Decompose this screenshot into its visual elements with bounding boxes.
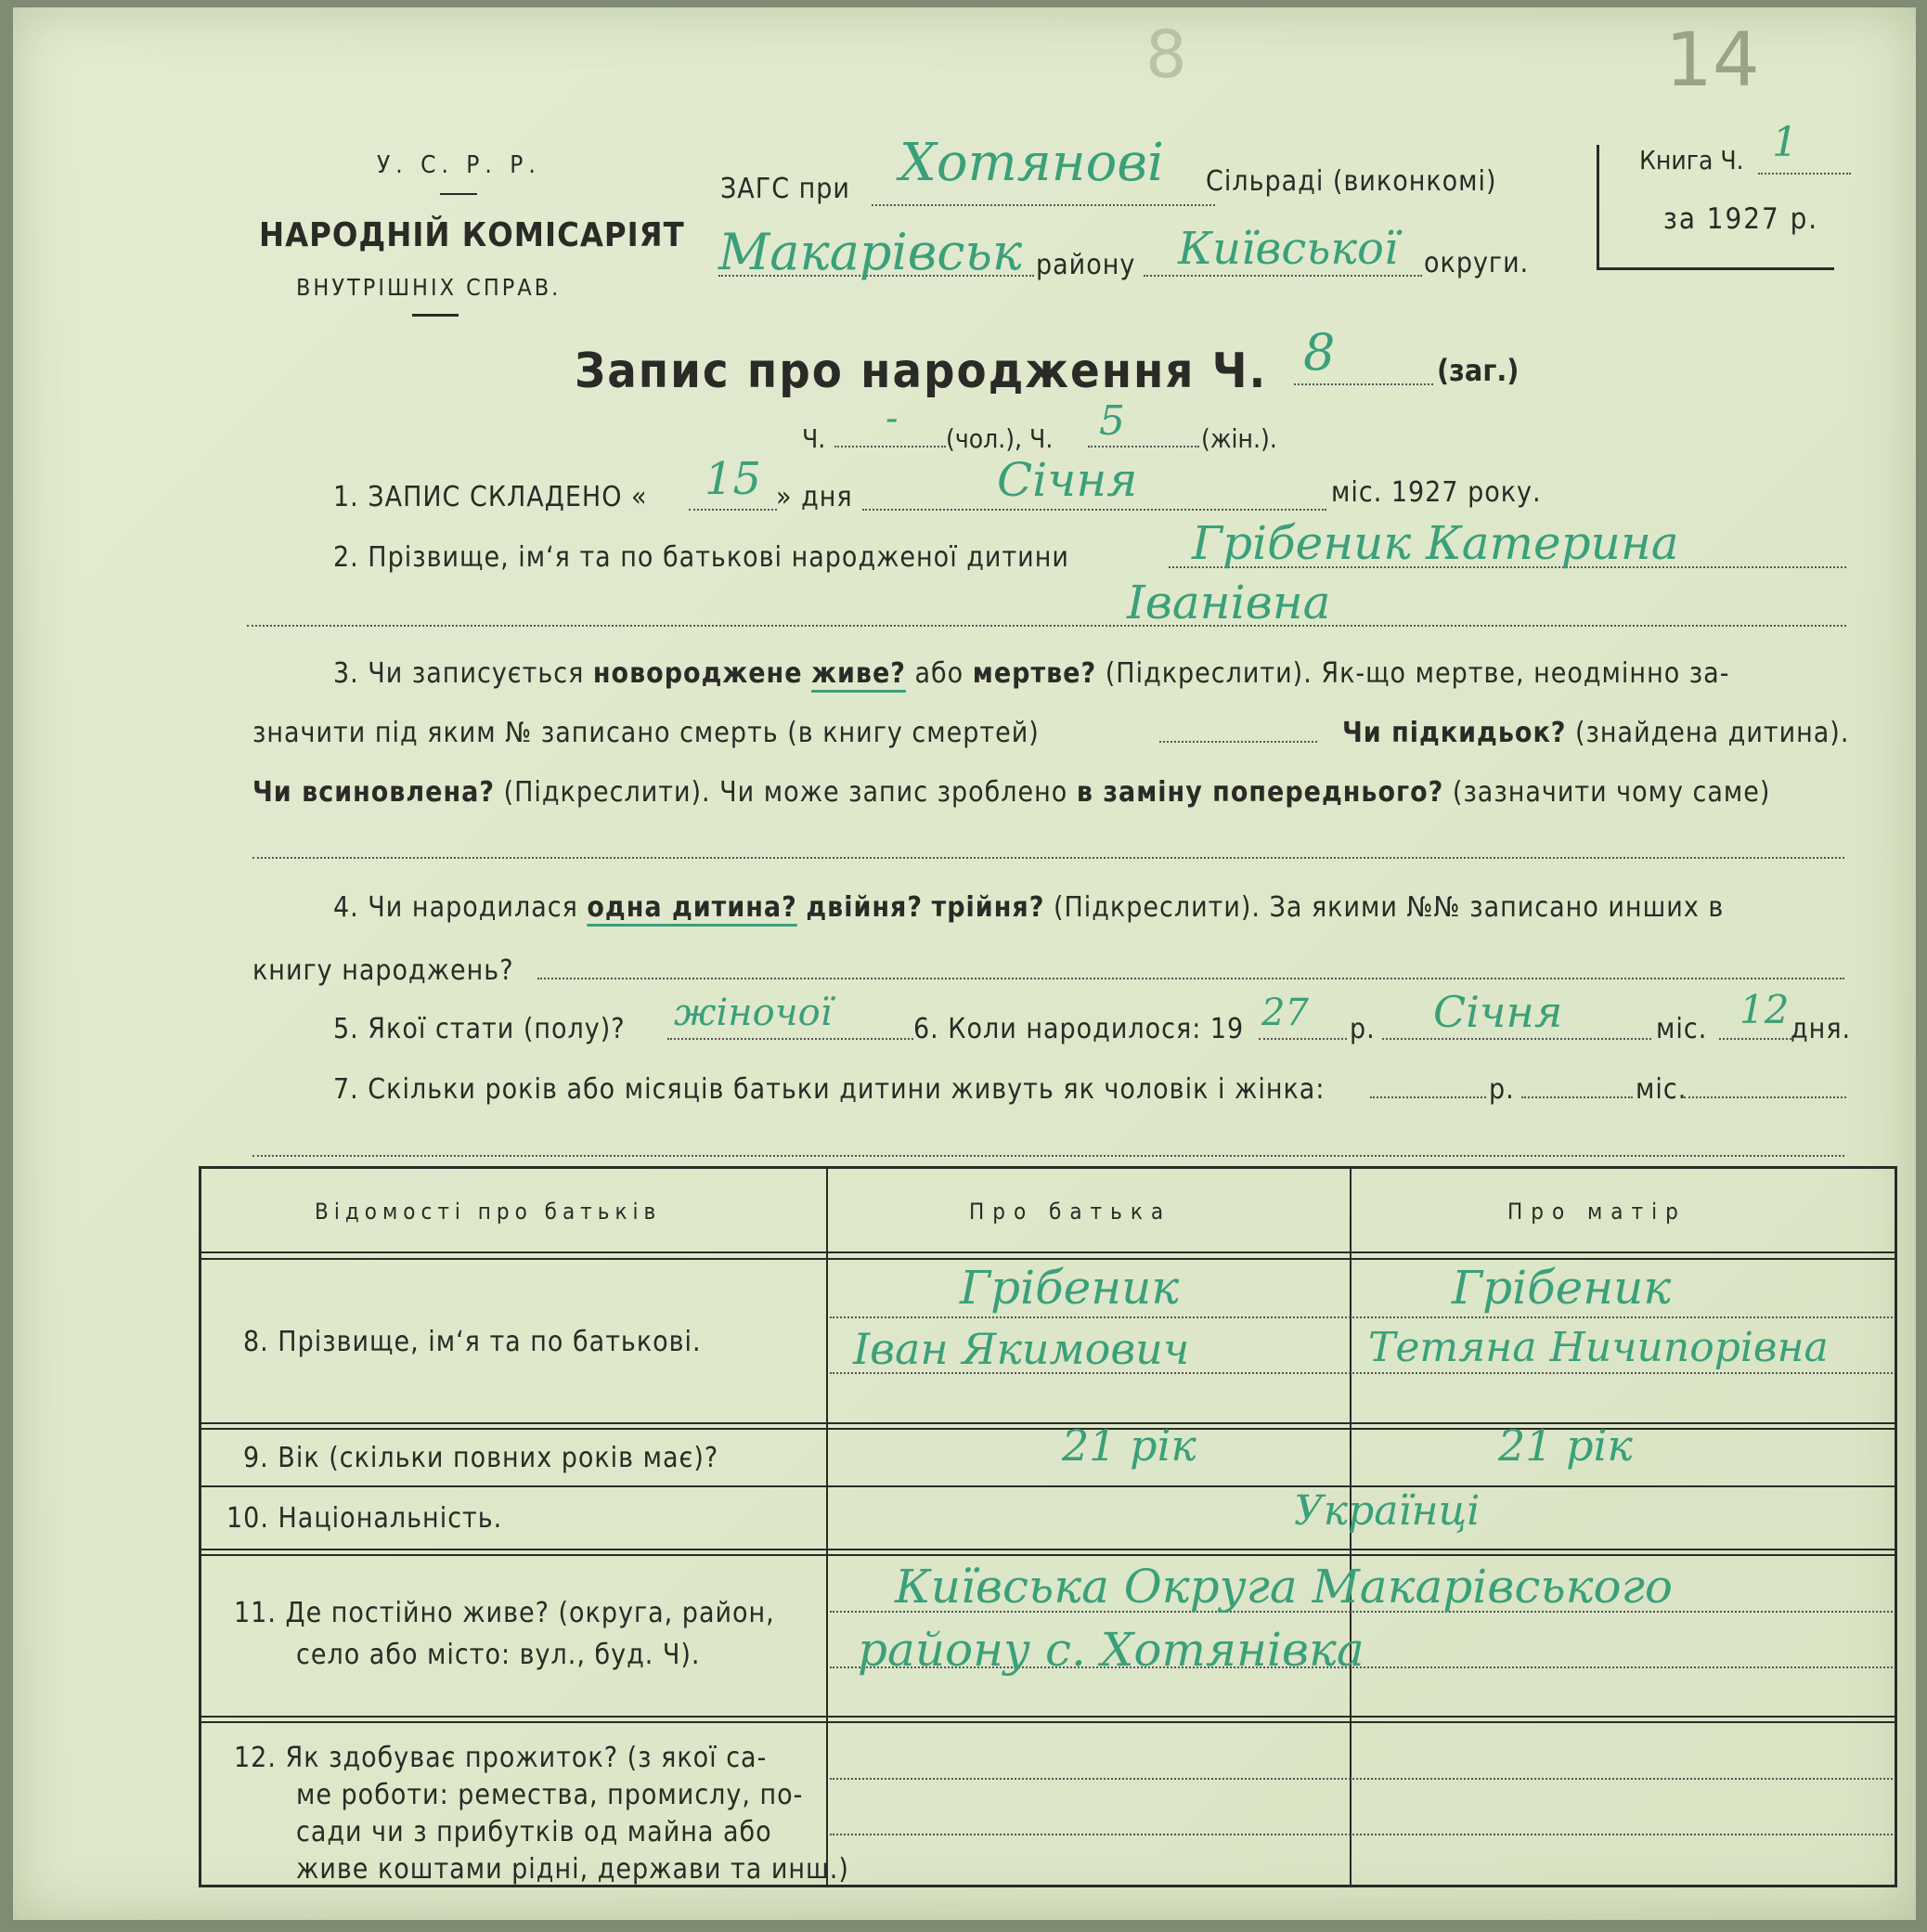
row-divider: [199, 1485, 1897, 1487]
sex-value[interactable]: жіночої: [674, 992, 833, 1034]
zags-suffix: Сільраді (виконкомі): [1206, 165, 1497, 198]
row9-label: 9. Вік (скільки повних років має)?: [243, 1442, 719, 1474]
divider: [440, 193, 477, 195]
divider: [412, 314, 459, 317]
item4-single-option[interactable]: одна дитина?: [587, 891, 797, 924]
row10-label: 10. Національність.: [226, 1502, 503, 1535]
republic-label: У. С. Р. Р.: [377, 151, 541, 179]
header-mother: Про матір: [1507, 1199, 1687, 1225]
item3-line2: [252, 717, 1040, 749]
birth-month-value[interactable]: Січня: [1433, 987, 1563, 1037]
row12-label-line4: живе коштами рідні, держави та инш.): [296, 1853, 849, 1886]
fill-line: [834, 446, 946, 447]
father-surname-value[interactable]: Грібеник: [960, 1261, 1180, 1315]
row11-label-line2: село або місто: вул., буд. Ч).: [296, 1639, 701, 1671]
okruha-label: округи.: [1424, 247, 1530, 279]
book-number-value[interactable]: 1: [1772, 119, 1798, 166]
fill-line: [830, 1316, 1893, 1318]
row11-label-line1: 11. Де постійно живе? (округа, район,: [234, 1597, 775, 1629]
item6-r: р.: [1350, 1013, 1376, 1045]
zags-prefix: ЗАГС при: [720, 173, 850, 205]
column-divider: [826, 1166, 828, 1887]
fill-line: [1370, 1096, 1486, 1098]
mother-surname-value[interactable]: Грібеник: [1452, 1261, 1672, 1315]
mother-name-value[interactable]: Тетяна Ничипорівна: [1368, 1324, 1829, 1371]
row-divider: [199, 1251, 1897, 1253]
fill-line: [1144, 275, 1422, 277]
item1-suffix: міс. 1927 року.: [1331, 476, 1542, 509]
row12-label-line3: сади чи з прибутків од майна або: [296, 1816, 772, 1848]
fill-line: [667, 1038, 913, 1040]
item3-f: (Підкреслити). Як-що мертве, неодмінно за-: [1105, 657, 1730, 690]
fill-line: [537, 978, 1844, 979]
child-name-value-line2[interactable]: Іванівна: [1127, 576, 1331, 629]
fill-line: [1159, 741, 1317, 743]
book-box-border: [1597, 145, 1599, 270]
title-suffix: (заг.): [1437, 353, 1520, 388]
child-name-value-line1[interactable]: Грібеник Катерина: [1192, 516, 1679, 570]
birth-year-value[interactable]: 27: [1261, 992, 1309, 1034]
zags-village-value[interactable]: Хотянові: [899, 133, 1164, 193]
item3-k: (Підкреслити). Чи може запис зроблено: [503, 776, 1068, 809]
item4-label: [333, 891, 1724, 924]
mother-age-value[interactable]: 21 рік: [1498, 1420, 1633, 1471]
raion-label: району: [1036, 249, 1136, 281]
male-count-value[interactable]: -: [886, 397, 899, 440]
fill-line: [252, 857, 1844, 859]
row-divider: [199, 1721, 1897, 1723]
item1-mid: » дня: [776, 481, 853, 513]
item2-label: 2. Прізвище, ім‘я та по батькові народженої дитини: [333, 541, 1069, 574]
item4-a: 4. Чи народилася: [333, 891, 578, 924]
row-divider: [199, 1716, 1897, 1718]
fill-line: [252, 1155, 1844, 1157]
record-number-value[interactable]: 8: [1303, 323, 1336, 382]
row-divider: [199, 1554, 1897, 1556]
row12-label-line1: 12. Як здобуває прожиток? (з якої са-: [234, 1742, 768, 1774]
fill-line: [1684, 1096, 1846, 1098]
item3-i: (знайдена дитина).: [1575, 717, 1850, 749]
item5-label: 5. Якої стати (полу)?: [333, 1013, 626, 1045]
father-name-value[interactable]: Іван Якимович: [853, 1324, 1190, 1374]
fill-line: [1758, 173, 1851, 175]
header-father: Про батька: [969, 1199, 1172, 1225]
fill-line: [1719, 1038, 1791, 1040]
fill-line: [1088, 446, 1199, 447]
birth-day-value[interactable]: 12: [1739, 987, 1790, 1032]
father-age-value[interactable]: 21 рік: [1062, 1420, 1196, 1471]
table-border: [199, 1166, 201, 1887]
item4-twins-option[interactable]: двійня?: [806, 891, 924, 924]
table-border: [199, 1166, 1897, 1169]
book-label: Книга Ч.: [1639, 145, 1744, 175]
fill-line: [1521, 1096, 1633, 1098]
item4-e: (Підкреслити). За якими №№ записано инших в: [1053, 891, 1725, 924]
department-label: ВНУТРІШНІХ СПРАВ.: [296, 274, 562, 301]
table-border: [1895, 1166, 1897, 1887]
item3-label: [333, 657, 1729, 690]
fill-line: [1259, 1038, 1347, 1040]
item3-m: (зазначити чому саме): [1452, 776, 1771, 809]
pencil-number-corner: 14: [1665, 17, 1760, 103]
row12-label-line2: ме роботи: ремества, промислу, по-: [296, 1779, 804, 1811]
row-divider: [199, 1258, 1897, 1260]
item7-r: р.: [1489, 1073, 1515, 1106]
fill-line: [1382, 1038, 1651, 1040]
commissariat-title: НАРОДНІЙ КОМІСАРІЯТ: [259, 216, 685, 254]
header-parents-info: Відомості про батьків: [315, 1199, 662, 1225]
female-count-label: (жін.).: [1201, 423, 1277, 454]
item3-or: або: [914, 657, 964, 690]
fill-line: [1294, 383, 1433, 385]
pencil-number-top: 8: [1145, 17, 1187, 93]
item3-replacement-option[interactable]: в заміну попереднього?: [1076, 776, 1444, 809]
item3-line2b: [1342, 717, 1849, 749]
item3-adopted-option[interactable]: Чи всиновлена?: [252, 776, 495, 809]
item3-foundling-option[interactable]: Чи підкидьок?: [1342, 717, 1567, 749]
item6-dnia: дня.: [1791, 1013, 1852, 1045]
item1-month-value[interactable]: Січня: [997, 453, 1138, 507]
residence-value-line2[interactable]: району с. Хотянівка: [858, 1623, 1364, 1677]
residence-value-line1[interactable]: Київська Округа Макарівського: [895, 1560, 1673, 1614]
item6-mis: міс.: [1656, 1013, 1708, 1045]
row-divider: [199, 1549, 1897, 1550]
okruha-value[interactable]: Київської: [1178, 223, 1399, 275]
item3-g: значити під яким № записано смерть (в книгу смертей): [252, 717, 1040, 749]
male-count-label: (чол.), Ч.: [946, 423, 1054, 454]
form-title: Запис про народження Ч.: [575, 344, 1268, 399]
male-count-prefix: Ч.: [802, 423, 826, 454]
item3-newborn: новороджене: [592, 657, 803, 690]
item7-label: 7. Скільки років або місяців батьки дитини живуть як чоловік і жінка:: [333, 1073, 1326, 1106]
birth-record-form: [13, 7, 1916, 1920]
fill-line: [830, 1834, 1893, 1835]
raion-value[interactable]: Макарівськ: [718, 223, 1023, 281]
nationality-value[interactable]: Українці: [1294, 1487, 1481, 1535]
item3-alive-option[interactable]: живе?: [811, 657, 906, 690]
row8-label: 8. Прізвище, ім‘я та по батькові.: [243, 1326, 702, 1358]
item3-line3: [252, 776, 1770, 809]
item1-prefix: 1. ЗАПИС СКЛАДЕНО «: [333, 481, 648, 513]
item7-mis: міс.: [1636, 1073, 1688, 1106]
female-count-value[interactable]: 5: [1099, 397, 1125, 445]
item4-triplets-option[interactable]: трійня?: [931, 891, 1045, 924]
fill-line: [862, 509, 1326, 511]
item3-a: 3. Чи записується: [333, 657, 585, 690]
fill-line: [247, 625, 1846, 627]
row-divider: [199, 1428, 1897, 1430]
item3-dead-option[interactable]: мертве?: [972, 657, 1097, 690]
book-box-border: [1597, 267, 1834, 270]
item6-label: 6. Коли народилося: 19: [913, 1013, 1245, 1045]
fill-line: [689, 509, 777, 511]
fill-line: [872, 204, 1215, 206]
book-year: за 1927 р.: [1663, 202, 1819, 236]
fill-line: [830, 1778, 1893, 1780]
item1-day-value[interactable]: 15: [705, 453, 762, 505]
item4-f: книгу народжень?: [252, 954, 514, 987]
row-divider: [199, 1422, 1897, 1424]
